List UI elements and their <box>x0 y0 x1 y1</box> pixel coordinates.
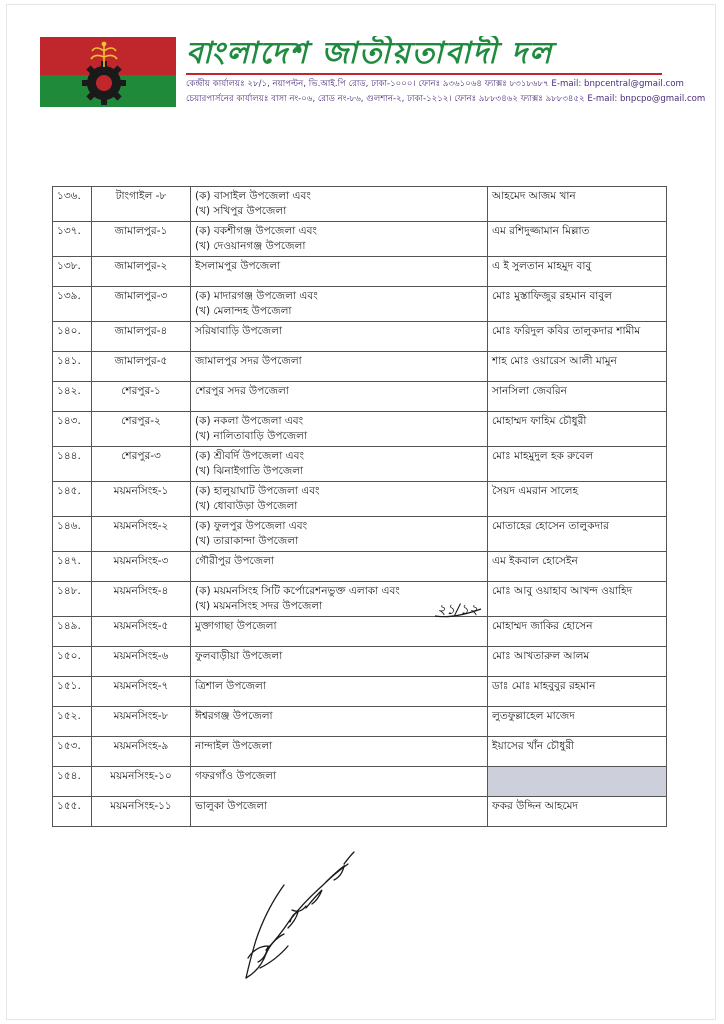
handwritten-signature-icon <box>226 850 376 985</box>
table-row <box>53 257 667 287</box>
area-list <box>191 287 488 322</box>
area-line: (ক) বাসাইল উপজেলা এবং <box>195 190 311 202</box>
candidate-name: মোঃ ফরিদুল কবির তালুকদার শামীম <box>488 322 667 352</box>
candidate-name: শাহ মোঃ ওয়ারেস আলী মামুন <box>488 352 667 382</box>
area-list <box>191 352 488 382</box>
constituency-name: ময়মনসিংহ-৯ <box>92 737 191 767</box>
area-line: ভালুকা উপজেলা <box>195 800 268 812</box>
area-list <box>191 382 488 412</box>
handwritten-initials-icon <box>433 597 485 619</box>
table-row <box>53 447 667 482</box>
area-line: গৌরীপুর উপজেলা <box>195 555 274 567</box>
table-row <box>53 352 667 382</box>
table-row <box>53 322 667 352</box>
constituency-name: শেরপুর-১ <box>92 382 191 412</box>
area-line: (খ) দেওয়ানগঞ্জ উপজেলা <box>195 240 306 252</box>
area-line: (খ) নালিতাবাড়ি উপজেলা <box>195 430 308 442</box>
candidate-name: ফকর উদ্দিন আহমেদ <box>488 797 667 827</box>
table-row <box>53 552 667 582</box>
table-row <box>53 482 667 517</box>
serial-number: ১৫০. <box>53 647 92 677</box>
candidate-name: মোতাহের হোসেন তালুকদার <box>488 517 667 552</box>
area-list <box>191 412 488 447</box>
area-line: ফুলবাড়ীয়া উপজেলা <box>195 650 283 662</box>
constituency-name: ময়মনসিংহ-১১ <box>92 797 191 827</box>
area-line: (ক) ফুলপুর উপজেলা এবং <box>195 520 308 532</box>
area-line: (ক) মাদারগঞ্জ উপজেলা এবং <box>195 290 318 302</box>
serial-number: ১৪৫. <box>53 482 92 517</box>
area-line: (ক) ময়মনসিংহ সিটি কর্পোরেশনভুক্ত এলাকা এবং <box>195 585 400 597</box>
constituency-name: ময়মনসিংহ-৭ <box>92 677 191 707</box>
constituency-name: শেরপুর-২ <box>92 412 191 447</box>
table-row <box>53 677 667 707</box>
area-line: (খ) ময়মনসিংহ সদর উপজেলা <box>195 600 323 612</box>
constituency-name: জামালপুর-৫ <box>92 352 191 382</box>
candidate-name: ইয়াসের খাঁন চৌধুরী <box>488 737 667 767</box>
constituency-name: ময়মনসিংহ-১ <box>92 482 191 517</box>
area-list <box>191 517 488 552</box>
serial-number: ১৪৯. <box>53 617 92 647</box>
candidate-name <box>488 767 667 797</box>
table-row <box>53 647 667 677</box>
candidate-name: মোঃ মাহমুদুল হক রুবেল <box>488 447 667 482</box>
area-line: (ক) বকশীগঞ্জ উপজেলা এবং <box>195 225 317 237</box>
area-line: (ক) শ্রীবর্দি উপজেলা এবং <box>195 450 304 462</box>
header-divider <box>186 73 662 75</box>
chairperson-office-address: চেয়ারপার্সনের কার্যালয়ঃ বাসা নং-০৬, রোড নং-৮৬, গুলশান-২, ঢাকা-১২১২। ফোনঃ ৯৮৮৩৪৬২ ফ্যাক্সঃ ৯৮৮৩৪৫২ E-mail: bnpcpo@gmail.com <box>186 94 706 104</box>
area-line: (খ) সখিপুর উপজেলা <box>195 205 287 217</box>
constituency-name: ময়মনসিংহ-৫ <box>92 617 191 647</box>
area-line: গফরগাঁও উপজেলা <box>195 770 277 782</box>
serial-number: ১৩৭. <box>53 222 92 257</box>
area-list <box>191 677 488 707</box>
area-line: ঈশ্বরগঞ্জ উপজেলা <box>195 710 273 722</box>
serial-number: ১৫৩. <box>53 737 92 767</box>
party-name: বাংলাদেশ জাতীয়তাবাদী দল <box>186 36 554 71</box>
area-list <box>191 552 488 582</box>
constituency-name: জামালপুর-৪ <box>92 322 191 352</box>
area-line: (খ) ধোবাউড়া উপজেলা <box>195 500 298 512</box>
area-list <box>191 322 488 352</box>
constituency-name: ময়মনসিংহ-৮ <box>92 707 191 737</box>
area-line: শেরপুর সদর উপজেলা <box>195 385 289 397</box>
constituency-name: ময়মনসিংহ-৪ <box>92 582 191 617</box>
candidate-name: সানসিলা জেবরিন <box>488 382 667 412</box>
candidate-name: মোহাম্মদ ফাহিম চৌধুরী <box>488 412 667 447</box>
nomination-table <box>52 186 667 827</box>
area-list <box>191 257 488 287</box>
constituency-name: জামালপুর-৩ <box>92 287 191 322</box>
serial-number: ১৫৪. <box>53 767 92 797</box>
candidate-name: মোঃ আখতারুল আলম <box>488 647 667 677</box>
candidate-name: মোঃ মুস্তাফিজুর রহমান বাবুল <box>488 287 667 322</box>
serial-number: ১৩৬. <box>53 187 92 222</box>
area-list <box>191 222 488 257</box>
table-row <box>53 412 667 447</box>
serial-number: ১৪১. <box>53 352 92 382</box>
area-line: জামালপুর সদর উপজেলা <box>195 355 302 367</box>
table-row <box>53 382 667 412</box>
serial-number: ১৪৩. <box>53 412 92 447</box>
table-row <box>53 222 667 257</box>
initials-text: ২১/১২ <box>437 602 479 618</box>
area-line: (খ) মেলান্দহ উপজেলা <box>195 305 292 317</box>
serial-number: ১৪৮. <box>53 582 92 617</box>
candidate-name: এম ইকবাল হোসেইন <box>488 552 667 582</box>
constituency-name: শেরপুর-৩ <box>92 447 191 482</box>
serial-number: ১৩৯. <box>53 287 92 322</box>
area-line: (খ) তারাকান্দা উপজেলা <box>195 535 299 547</box>
table-row <box>53 582 667 617</box>
area-line: (ক) নকলা উপজেলা এবং <box>195 415 304 427</box>
table-row <box>53 287 667 322</box>
area-list <box>191 647 488 677</box>
constituency-name: জামালপুর-২ <box>92 257 191 287</box>
constituency-name: ময়মনসিংহ-৩ <box>92 552 191 582</box>
constituency-name: ময়মনসিংহ-২ <box>92 517 191 552</box>
table-row <box>53 737 667 767</box>
serial-number: ১৪২. <box>53 382 92 412</box>
area-list <box>191 187 488 222</box>
central-office-address: কেন্দ্রীয় কার্যালয়ঃ ২৮/১, নয়াপল্টন, ভি.আই.পি রোড, ঢাকা-১০০০। ফোনঃ ৯৩৬১০৬৪ ফ্যাক্সঃ ৮৩১৮৬৮৭ E-mail: bnpcentral@gmail.com <box>186 79 684 89</box>
serial-number: ১৩৮. <box>53 257 92 287</box>
serial-number: ১৫২. <box>53 707 92 737</box>
area-line: ইসলামপুর উপজেলা <box>195 260 281 272</box>
serial-number: ১৪৬. <box>53 517 92 552</box>
serial-number: ১৪০. <box>53 322 92 352</box>
serial-number: ১৫১. <box>53 677 92 707</box>
area-line: (ক) হালুয়াঘাট উপজেলা এবং <box>195 485 320 497</box>
table-row <box>53 187 667 222</box>
table-row <box>53 617 667 647</box>
candidate-name: মোঃ আবু ওয়াহাব আখন্দ ওয়াহিদ <box>488 582 667 617</box>
area-line: মুক্তাগাছা উপজেলা <box>195 620 277 632</box>
area-list <box>191 797 488 827</box>
constituency-name: ময়মনসিংহ-১০ <box>92 767 191 797</box>
candidate-name: মোহাম্মদ জাকির হোসেন <box>488 617 667 647</box>
candidate-name: এ ই সুলতান মাহমুদ বাবু <box>488 257 667 287</box>
area-line: সরিষাবাড়ি উপজেলা <box>195 325 283 337</box>
constituency-name: ময়মনসিংহ-৬ <box>92 647 191 677</box>
serial-number: ১৪৪. <box>53 447 92 482</box>
candidate-name: সৈয়দ এমরান সালেহ <box>488 482 667 517</box>
table-row <box>53 517 667 552</box>
serial-number: ১৫৫. <box>53 797 92 827</box>
constituency-name: জামালপুর-১ <box>92 222 191 257</box>
area-list <box>191 447 488 482</box>
candidate-name: আহমেদ আজম খান <box>488 187 667 222</box>
table-row <box>53 707 667 737</box>
bnp-flag-logo-icon <box>40 37 176 107</box>
serial-number: ১৪৭. <box>53 552 92 582</box>
constituency-name: টাংগাইল -৮ <box>92 187 191 222</box>
candidate-name: লুতফুল্লাহেল মাজেদ <box>488 707 667 737</box>
area-line: ত্রিশাল উপজেলা <box>195 680 266 692</box>
area-line: (খ) ঝিনাইগাতি উপজেলা <box>195 465 304 477</box>
area-list <box>191 767 488 797</box>
area-list <box>191 617 488 647</box>
candidate-name: ডাঃ মোঃ মাহবুবুর রহমান <box>488 677 667 707</box>
area-line: নান্দাইল উপজেলা <box>195 740 273 752</box>
area-list <box>191 482 488 517</box>
area-list <box>191 737 488 767</box>
candidate-name: এম রশিদুজ্জামান মিল্লাত <box>488 222 667 257</box>
table-row <box>53 797 667 827</box>
area-list <box>191 707 488 737</box>
table-row <box>53 767 667 797</box>
